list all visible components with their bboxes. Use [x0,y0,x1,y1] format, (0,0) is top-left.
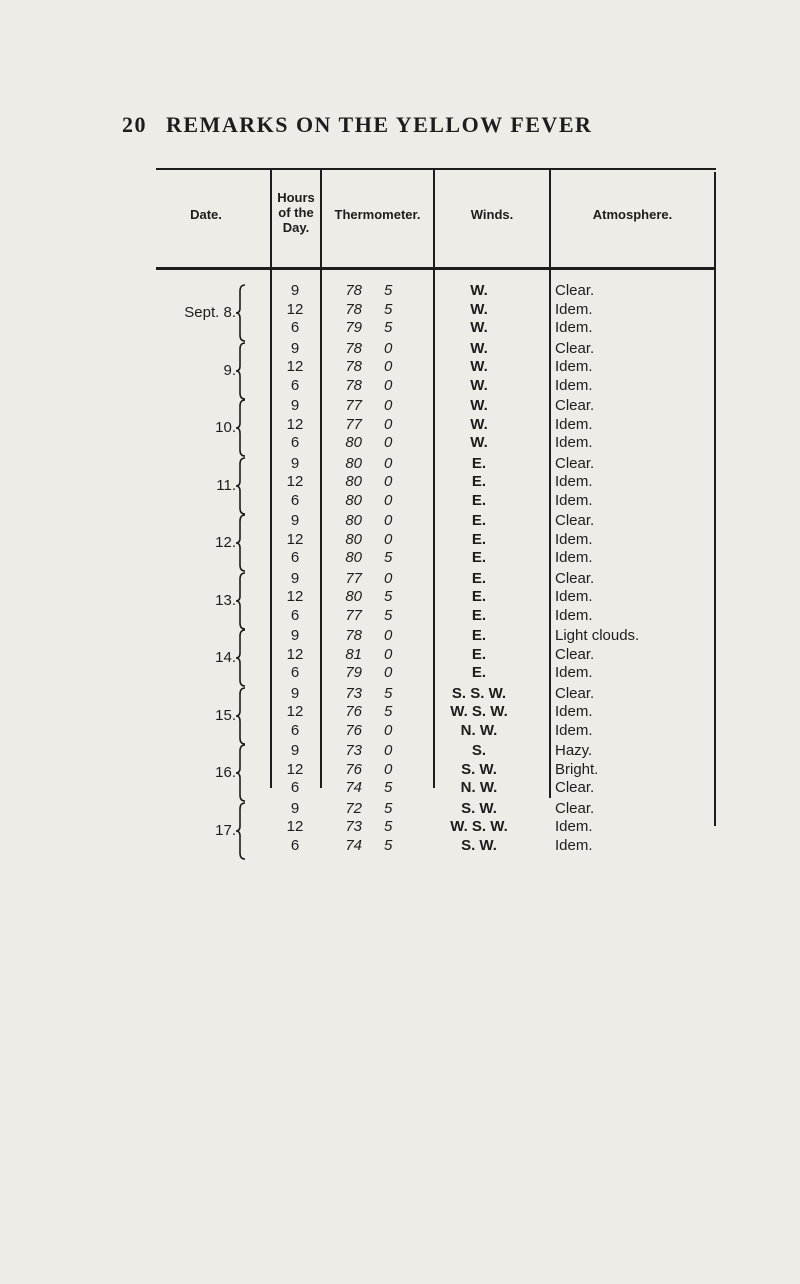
wind-cell: S. W. [461,836,497,854]
table-row [156,547,716,569]
atmosphere-cell: Idem. [555,549,593,566]
thermometer-degrees: 77 [345,397,362,414]
thermometer-degrees: 80 [345,491,362,509]
thermometer-tenths: 5 [384,588,393,605]
thermometer-tenths: 0 [384,491,393,509]
atmosphere-cell: Clear. [555,454,595,472]
thermometer-degrees: 74 [345,779,362,796]
date-group [156,798,716,864]
atmosphere-cell: Clear. [555,684,595,702]
wind-cell: S. W. [461,799,497,817]
hour-cell: 6 [290,779,300,796]
wind-cell: S. [471,742,487,759]
running-title: REMARKS ON THE YELLOW FEVER [166,112,593,137]
thermometer-tenths: 5 [384,818,393,835]
thermometer-tenths: 0 [384,376,393,394]
atmosphere-cell: Clear. [555,779,595,796]
wind-cell: W. [470,282,488,299]
wind-cell: S. S. W. [451,684,507,702]
column-header-thermometer: Thermometer. [334,207,421,222]
table-row [156,490,716,512]
thermometer-tenths: 0 [384,434,393,451]
date-group [156,453,716,519]
thermometer-degrees: 72 [345,799,362,817]
wind-cell: S. W. [461,760,497,778]
wind-cell: E. [471,530,487,548]
hour-cell: 12 [286,703,304,720]
hour-cell: 6 [290,434,300,451]
atmosphere-cell: Clear. [555,799,595,817]
thermometer-degrees: 80 [345,434,362,451]
column-header-winds: Winds. [470,207,514,222]
atmosphere-cell: Idem. [555,703,593,720]
top-rule [156,168,716,170]
column-header-hours-line: Hours [277,190,315,205]
wind-cell: E. [471,664,487,681]
wind-cell: W. [470,397,488,414]
weather-table [156,168,716,854]
table-row [156,317,716,339]
hour-cell: 6 [290,664,300,681]
thermometer-degrees: 80 [345,530,362,548]
date-label: 11. [216,476,236,494]
wind-cell: E. [471,454,487,472]
wind-cell: W. [470,319,488,336]
table-row [156,835,716,857]
hour-cell: 6 [290,549,300,566]
hour-cell: 6 [290,319,300,336]
thermometer-tenths: 0 [384,473,393,490]
thermometer-degrees: 78 [345,339,362,357]
atmosphere-cell: Idem. [555,319,593,336]
hour-cell: 9 [290,569,300,587]
atmosphere-cell: Clear. [555,512,595,529]
thermometer-tenths: 0 [384,569,393,587]
thermometer-tenths: 5 [384,606,393,624]
thermometer-degrees: 77 [345,415,362,433]
thermometer-tenths: 5 [384,799,393,817]
atmosphere-cell: Idem. [555,415,593,433]
atmosphere-cell: Clear. [555,569,595,587]
thermometer-degrees: 80 [345,473,362,490]
date-group [156,338,716,404]
date-group [156,395,716,461]
atmosphere-cell: Idem. [555,836,593,854]
hour-cell: 6 [290,606,300,624]
atmosphere-cell: Idem. [555,376,593,394]
date-label: 13. [215,591,236,609]
thermometer-degrees: 80 [345,588,362,605]
thermometer-degrees: 80 [345,454,362,472]
thermometer-tenths: 0 [384,721,393,739]
wind-cell: W. S. W. [450,703,508,720]
wind-cell: E. [471,512,487,529]
hour-cell: 12 [286,415,304,433]
thermometer-degrees: 73 [345,684,362,702]
date-label: 15. [215,706,236,724]
atmosphere-cell: Hazy. [555,742,593,759]
thermometer-tenths: 0 [384,397,393,414]
thermometer-degrees: 81 [345,645,362,663]
atmosphere-cell: Idem. [555,606,593,624]
atmosphere-cell: Idem. [555,664,593,681]
atmosphere-cell: Light clouds. [555,627,640,644]
wind-cell: E. [471,549,487,566]
thermometer-degrees: 76 [345,703,362,720]
date-label: 9. [223,361,236,379]
hour-cell: 12 [286,760,304,778]
atmosphere-cell: Clear. [555,339,595,357]
thermometer-degrees: 78 [345,300,362,318]
hour-cell: 6 [290,836,300,854]
date-label: 12. [215,534,236,551]
date-group [156,683,716,749]
thermometer-tenths: 5 [384,319,393,336]
hour-cell: 9 [290,684,300,702]
atmosphere-cell: Idem. [555,530,593,548]
wind-cell: N. W. [460,721,498,739]
hour-cell: 12 [286,300,304,318]
wind-cell: N. W. [460,779,498,796]
atmosphere-cell: Clear. [555,397,595,414]
table-row [156,375,716,397]
thermometer-degrees: 74 [345,836,362,854]
wind-cell: E. [471,473,487,490]
hour-cell: 9 [290,627,300,644]
column-header-hours-line: Day. [282,220,310,235]
atmosphere-cell: Idem. [555,491,593,509]
hour-cell: 12 [286,358,304,375]
date-group [156,625,716,691]
hour-cell: 9 [290,339,300,357]
hour-cell: 6 [290,491,300,509]
date-label: 14. [215,649,236,666]
header-rule [156,267,716,270]
thermometer-tenths: 5 [384,549,393,566]
thermometer-degrees: 76 [345,760,362,778]
thermometer-tenths: 0 [384,664,393,681]
atmosphere-cell: Idem. [555,434,593,451]
wind-cell: W. [470,300,488,318]
wind-cell: E. [471,588,487,605]
wind-cell: E. [471,645,487,663]
date-group [156,280,716,346]
thermometer-degrees: 77 [345,606,362,624]
hour-cell: 9 [290,454,300,472]
wind-cell: W. [470,415,488,433]
column-header-date: Date. [190,207,222,222]
hour-cell: 6 [290,376,300,394]
atmosphere-cell: Bright. [555,760,599,778]
date-group [156,740,716,806]
thermometer-tenths: 0 [384,530,393,548]
column-header-atmosphere: Atmosphere. [592,207,673,222]
thermometer-tenths: 5 [384,703,393,720]
wind-cell: E. [471,491,487,509]
column-header-hours-line: of the [278,205,314,220]
atmosphere-cell: Clear. [555,282,595,299]
wind-cell: E. [471,569,487,587]
table-row [156,605,716,627]
thermometer-tenths: 0 [384,645,393,663]
wind-cell: W. [470,376,488,394]
table-row [156,720,716,742]
atmosphere-cell: Idem. [555,721,593,739]
thermometer-degrees: 79 [345,319,362,336]
date-label: Sept. 8. [184,304,236,321]
thermometer-degrees: 80 [345,549,362,566]
atmosphere-cell: Idem. [555,818,593,835]
thermometer-degrees: 78 [345,358,362,375]
thermometer-tenths: 0 [384,627,393,644]
hour-cell: 9 [290,742,300,759]
thermometer-tenths: 5 [384,300,393,318]
table-row [156,432,716,454]
thermometer-tenths: 0 [384,415,393,433]
hour-cell: 12 [286,588,304,605]
thermometer-tenths: 0 [384,454,393,472]
atmosphere-cell: Clear. [555,645,595,663]
column-header-hours [271,190,321,235]
hour-cell: 12 [286,473,304,490]
thermometer-degrees: 80 [345,512,362,529]
thermometer-tenths: 5 [384,684,393,702]
hour-cell: 12 [286,530,304,548]
atmosphere-cell: Idem. [555,300,593,318]
thermometer-tenths: 0 [384,742,393,759]
thermometer-tenths: 5 [384,779,393,796]
page-number: 20 [122,112,147,137]
date-label: 16. [215,764,236,781]
atmosphere-cell: Idem. [555,358,593,375]
thermometer-tenths: 5 [384,836,393,854]
date-label: 17. [215,821,236,839]
atmosphere-cell: Idem. [555,473,593,490]
wind-cell: E. [471,606,487,624]
atmosphere-cell: Idem. [555,588,593,605]
hour-cell: 12 [286,645,304,663]
thermometer-degrees: 73 [345,818,362,835]
wind-cell: W. [470,358,488,375]
thermometer-tenths: 0 [384,339,393,357]
wind-cell: W. [470,434,488,451]
wind-cell: E. [471,627,487,644]
thermometer-tenths: 0 [384,358,393,375]
table-row [156,777,716,799]
thermometer-degrees: 73 [345,742,362,759]
hour-cell: 12 [286,818,304,835]
date-label: 10. [215,419,236,436]
hour-cell: 9 [290,512,300,529]
thermometer-degrees: 78 [345,376,362,394]
thermometer-tenths: 5 [384,282,393,299]
thermometer-degrees: 78 [345,627,362,644]
hour-cell: 6 [290,721,300,739]
wind-cell: W. [470,339,488,357]
thermometer-degrees: 76 [345,721,362,739]
hour-cell: 9 [290,799,300,817]
thermometer-tenths: 0 [384,512,393,529]
thermometer-degrees: 78 [345,282,362,299]
thermometer-degrees: 79 [345,664,362,681]
thermometer-degrees: 77 [345,569,362,587]
table-row [156,662,716,684]
thermometer-tenths: 0 [384,760,393,778]
hour-cell: 9 [290,397,300,414]
hour-cell: 9 [290,282,300,299]
date-group [156,510,716,576]
date-group [156,568,716,634]
wind-cell: W. S. W. [450,818,508,835]
